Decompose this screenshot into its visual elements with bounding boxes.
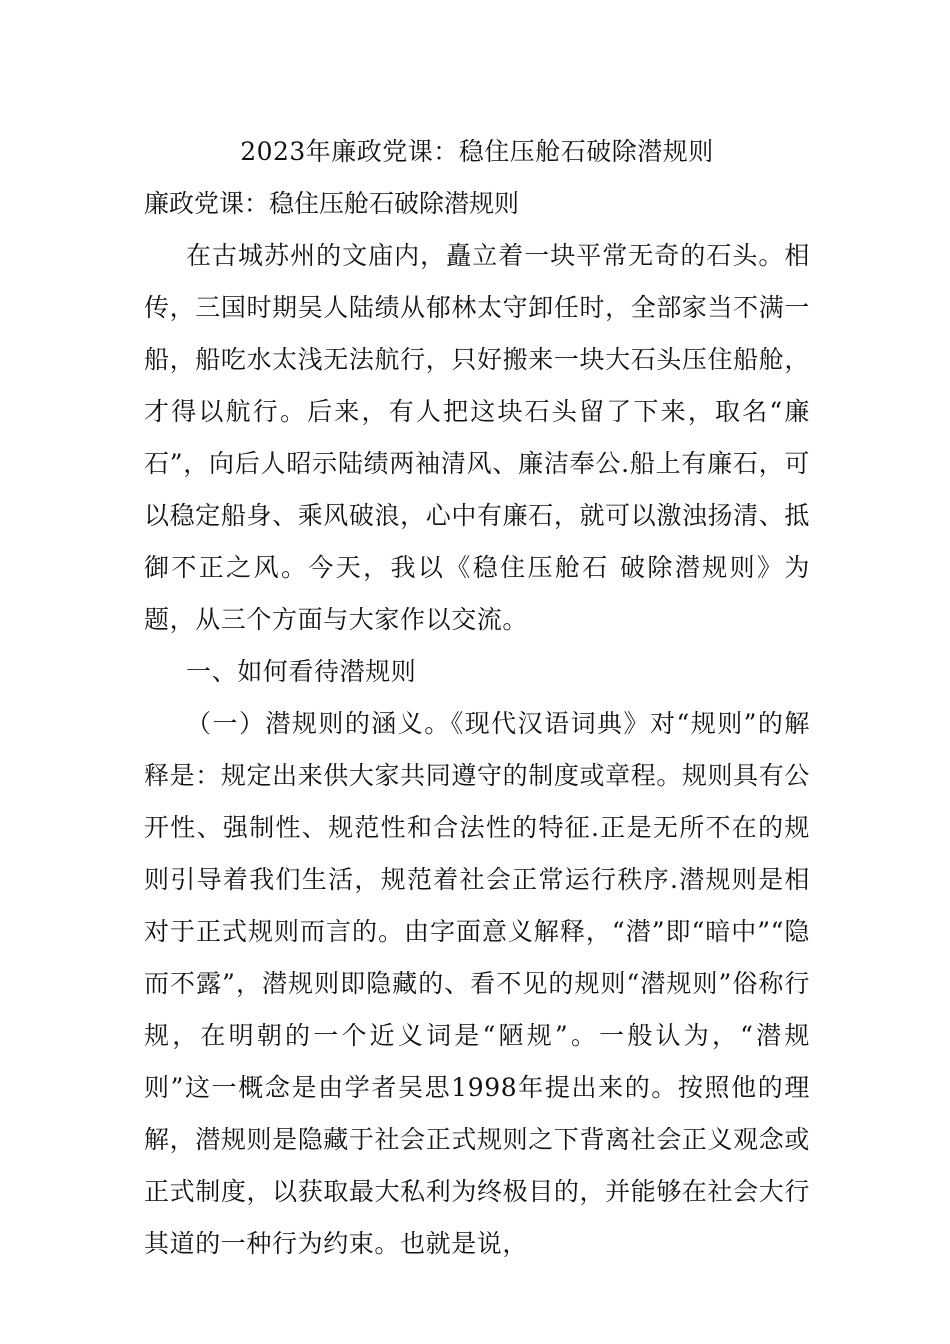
document-body bbox=[144, 126, 810, 1270]
document-subtitle: 廉政党课：稳住压舱石破除潜规则 bbox=[144, 189, 520, 218]
document-title: 2023年廉政党课：稳住压舱石破除潜规则 bbox=[240, 137, 714, 166]
section-heading: 一、如何看待潜规则 bbox=[186, 657, 417, 686]
intro-paragraph: 在古城苏州的文庙内，矗立着一块平常无奇的石头。相传，三国时期吴人陆绩从郁林太守卸任时，全部家当不满一船，船吃水太浅无法航行，只好搬来一块大石头压住船舱，才得以航行。后来，有人把这块石头留了下来，取名“廉石”，向后人昭示陆绩两袖清风、廉洁奉公.船上有廉石，可以稳定船身、乘风破浪，心中有廉石，就可以激浊扬清、抵御不正之风。今天，我以《稳住压舱石 破除潜规则》为题，从三个方面与大家作以交流。 bbox=[144, 241, 810, 634]
definition-paragraph: （一）潜规则的涵义。《现代汉语词典》对“规则”的解释是：规定出来供大家共同遵守的制度或章程。规则具有公开性、强制性、规范性和合法性的特征.正是无所不在的规则引导着我们生活，规范着社会正常运行秩序.潜规则是相对于正式规则而言的。由字面意义解释，“潜”即“暗中”“隐而不露”，潜规则即隐藏的、看不见的规则“潜规则”俗称行规，在明朝的一个近义词是“陋规”。一般认为，“潜规则”这一概念是由学者吴思1998年提出来的。按照他的理解，潜规则是隐藏于社会正式规则之下背离社会正义观念或正式制度，以获取最大私利为终极目的，并能够在社会大行其道的一种行为约束。也就是说， bbox=[144, 709, 810, 1258]
